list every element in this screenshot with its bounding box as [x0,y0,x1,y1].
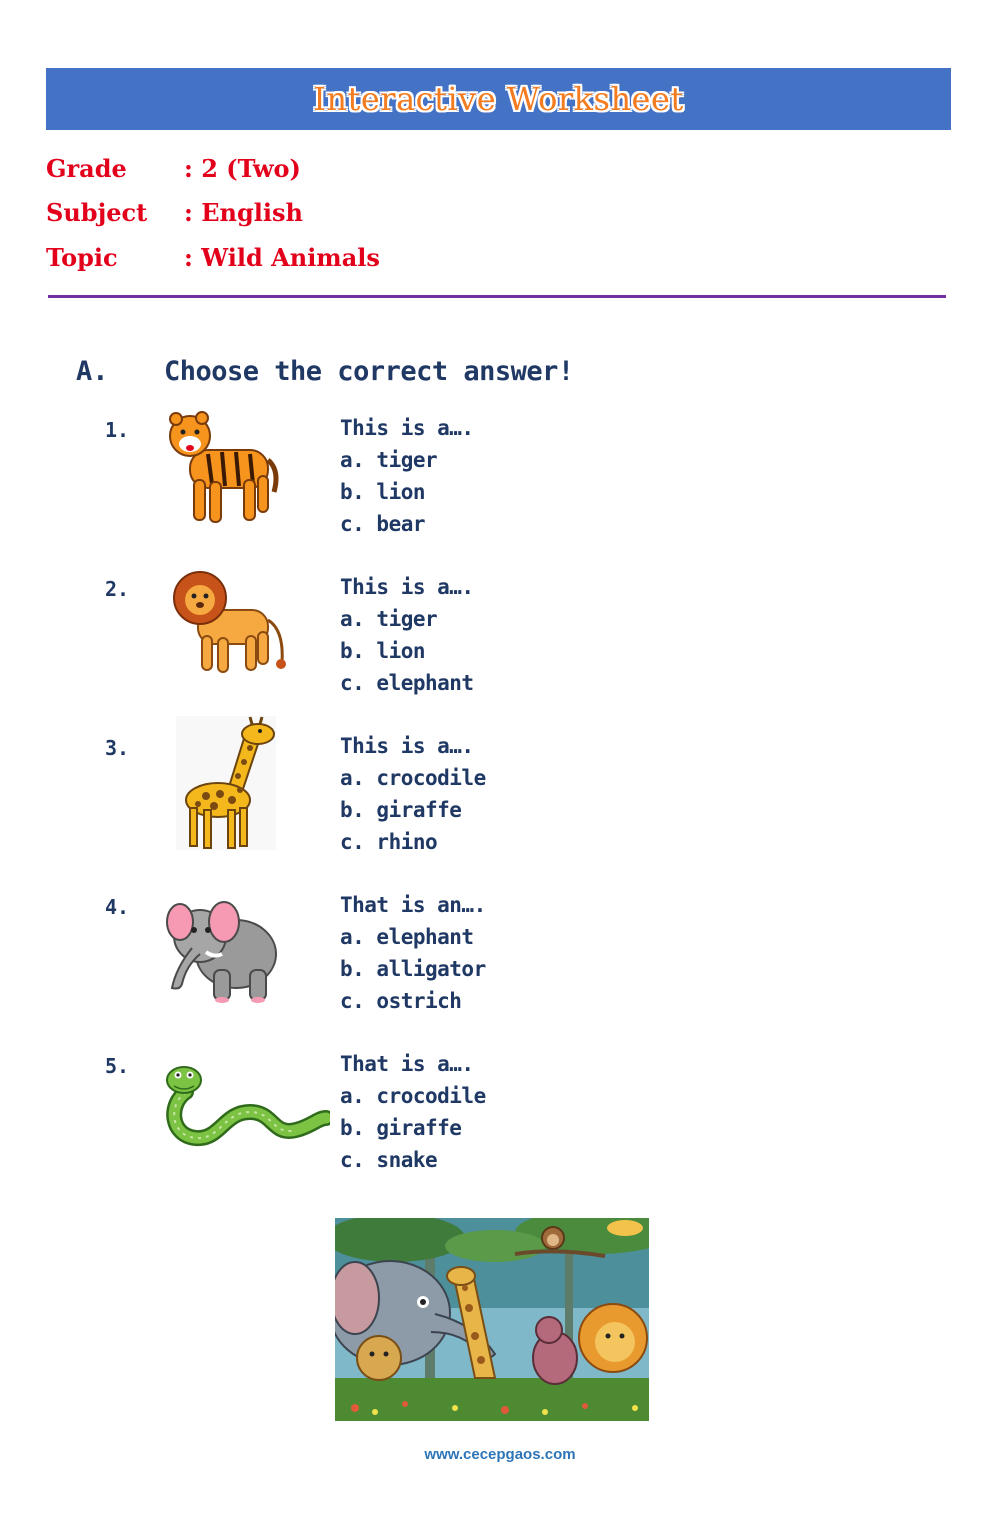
question-1-prompt: This is a…. [340,416,474,440]
elephant-illustration [166,894,280,1006]
tiger-illustration [168,410,280,528]
question-2-number: 2. [105,577,130,601]
worksheet-title: Interactive Worksheet [313,80,684,118]
question-4-prompt: That is an…. [340,893,486,917]
question-1-option-b[interactable]: b. lion [340,480,426,504]
grade-label: Grade [46,154,127,183]
jungle-scene-image [335,1218,649,1421]
question-5-option-b[interactable]: b. giraffe [340,1116,462,1140]
jungle-scene-illustration [335,1218,649,1421]
lion-illustration [172,570,286,674]
subject-value: : English [184,198,303,227]
question-1-option-c[interactable]: c. bear [340,512,426,536]
question-2-option-b[interactable]: b. lion [340,639,426,663]
giraffe-illustration [176,716,276,850]
question-2-option-a[interactable]: a. tiger [340,607,438,631]
question-2-prompt: This is a…. [340,575,474,599]
question-4-option-c[interactable]: c. ostrich [340,989,462,1013]
question-3-option-a[interactable]: a. crocodile [340,766,486,790]
question-2-option-c[interactable]: c. elephant [340,671,474,695]
section-letter: A. [76,356,109,387]
question-5-prompt: That is a…. [340,1052,474,1076]
question-4-option-a[interactable]: a. elephant [340,925,474,949]
grade-value: : 2 (Two) [184,154,301,183]
topic-label: Topic [46,243,118,272]
question-4-number: 4. [105,895,130,919]
question-5-option-c[interactable]: c. snake [340,1148,438,1172]
worksheet-banner [46,68,951,130]
question-3-prompt: This is a…. [340,734,474,758]
footer-website-link[interactable]: www.cecepgaos.com [424,1446,576,1463]
question-3-option-c[interactable]: c. rhino [340,830,438,854]
snake-illustration [162,1064,330,1148]
question-1-option-a[interactable]: a. tiger [340,448,438,472]
question-1-number: 1. [105,418,130,442]
subject-label: Subject [46,198,148,227]
topic-value: : Wild Animals [184,243,380,272]
section-title: Choose the correct answer! [164,356,574,387]
question-4-option-b[interactable]: b. alligator [340,957,486,981]
question-3-option-b[interactable]: b. giraffe [340,798,462,822]
question-5-number: 5. [105,1054,130,1078]
question-5-option-a[interactable]: a. crocodile [340,1084,486,1108]
header-divider [48,295,946,298]
question-3-number: 3. [105,736,130,760]
